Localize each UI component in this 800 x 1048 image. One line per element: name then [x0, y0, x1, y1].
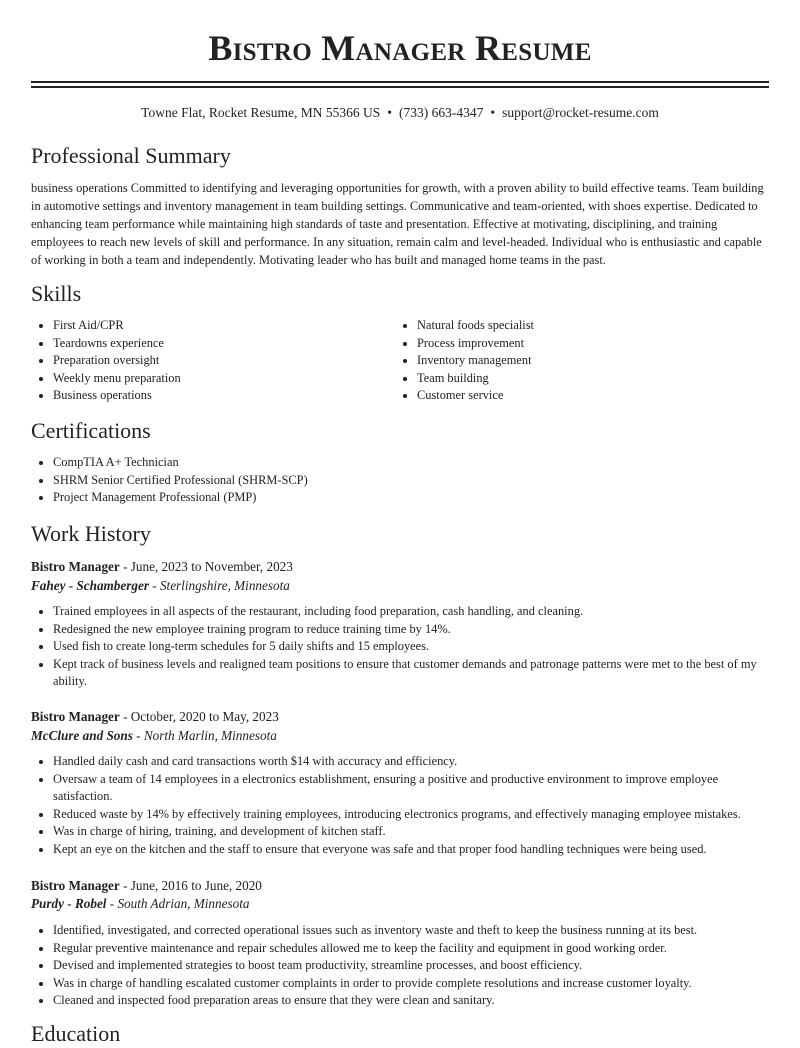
skills-heading: Skills — [31, 281, 82, 306]
job-duty: • Cleaned and inspected food preparation areas to ensure that they were clean and sanitary. — [53, 992, 769, 1010]
education-heading: Education — [31, 1021, 121, 1046]
job-duty: • Was in charge of handling escalated customer complaints in order to provide complete resolutions and increase customer loyalty. — [53, 975, 769, 993]
contact-separator: • — [490, 105, 496, 120]
skill-item: • Weekly menu preparation — [53, 370, 393, 388]
contact-separator: • — [387, 105, 392, 120]
skill-item: • Process improvement — [417, 335, 757, 353]
contact-phone: (733) 663-4347 — [398, 105, 484, 120]
job-duty: • Kept track of business levels and realigned team positions to ensure that customer demands and patronage patterns were met to the best of my ability. — [53, 656, 769, 691]
job-dates: - June, 2016 to June, 2020 — [119, 878, 262, 893]
job-dates: - June, 2023 to November, 2023 — [119, 559, 293, 574]
skills-list-left — [31, 317, 393, 405]
job-duty: • Redesigned the new employee training program to reduce training time by 14%. — [53, 621, 769, 639]
skill-item: • Teardowns experience — [53, 335, 393, 353]
job-duty: • Regular preventive maintenance and repair schedules allowed me to keep the facility and equipment in good working order. — [53, 940, 769, 958]
contact-address: Towne Flat, Rocket Resume, MN 55366 US — [141, 105, 381, 120]
job-duties-list — [31, 922, 769, 1010]
certification-item: • CompTIA A+ Technician — [53, 454, 769, 472]
job-title-line — [31, 708, 769, 726]
job-duties-list — [31, 753, 769, 859]
resume-title: Bistro Manager Resume — [208, 28, 592, 68]
job-duty: • Trained employees in all aspects of the restaurant, including food preparation, cash handling, and cleaning. — [53, 603, 769, 621]
job-duty: • Handled daily cash and card transactions worth $14 with accuracy and efficiency. — [53, 753, 769, 771]
skill-item: • Team building — [417, 370, 757, 388]
certifications-list — [31, 454, 769, 507]
work-history-heading: Work History — [31, 521, 151, 546]
skill-item: • Business operations — [53, 387, 393, 405]
job-location: - Sterlingshire, Minnesota — [148, 578, 290, 593]
job-title: Bistro Manager — [31, 709, 120, 724]
job-title: Bistro Manager — [31, 878, 120, 893]
job-duty: • Reduced waste by 14% by effectively training employees, introducing electronics programs, and effectively managing employee mistakes. — [53, 806, 769, 824]
skill-item: • Natural foods specialist — [417, 317, 757, 335]
job-location: - North Marlin, Minnesota — [132, 728, 277, 743]
job-duty: • Used fish to create long-term schedules for 5 daily shifts and 15 employees. — [53, 638, 769, 656]
job-employer: Purdy - Robel — [31, 896, 107, 911]
job-title-line — [31, 877, 769, 895]
skill-item: • Inventory management — [417, 352, 757, 370]
job-title-line — [31, 558, 769, 576]
contact-line — [31, 104, 769, 122]
job-duty: • Kept an eye on the kitchen and the staff to ensure that everyone was safe and that proper food handling techniques were being used. — [53, 841, 769, 859]
job-location: - South Adrian, Minnesota — [106, 896, 250, 911]
job-duty: • Devised and implemented strategies to boost team productivity, streamline processes, and boost efficiency. — [53, 957, 769, 975]
job-title: Bistro Manager — [31, 559, 120, 574]
summary-text: business operations Committed to identifying and leveraging opportunities for growth, with a proven ability to build effective teams. Team building in automotive settings and inventory management in team building settings. Communicative and team-oriented, with shoes expertise. Dedicated to enhancing team performance while maintaining high standards of taste and presentation. Effective at motivating, disciplining, and training employees to reach new levels of skill and performance. In any situation, remain calm and level-headed. Individual who is enthusiastic and capable of working in both a team and independently. Motivating leader who has built and managed home teams in the past. — [31, 181, 764, 267]
job-employer: McClure and Sons — [31, 728, 133, 743]
job-employer-line — [31, 727, 769, 745]
summary-heading: Professional Summary — [31, 143, 231, 168]
job-duty: • Oversaw a team of 14 employees in a electronics establishment, ensuring a positive and productive environment to improve employee satisfaction. — [53, 771, 769, 806]
skill-item: • Preparation oversight — [53, 352, 393, 370]
title-divider-bottom — [31, 86, 769, 88]
job-duty: • Identified, investigated, and corrected operational issues such as inventory waste and theft to keep the business running at its best. — [53, 922, 769, 940]
job-employer: Fahey - Schamberger — [31, 578, 149, 593]
skill-item: • First Aid/CPR — [53, 317, 393, 335]
job-dates: - October, 2020 to May, 2023 — [119, 709, 279, 724]
certification-item: • Project Management Professional (PMP) — [53, 489, 769, 507]
skills-list-right — [395, 317, 757, 405]
contact-email: support@rocket-resume.com — [502, 105, 659, 120]
certifications-heading: Certifications — [31, 418, 151, 443]
title-divider-top — [31, 81, 769, 83]
job-duty: • Was in charge of hiring, training, and development of kitchen staff. — [53, 823, 769, 841]
certification-item: • SHRM Senior Certified Professional (SHRM-SCP) — [53, 472, 769, 490]
job-employer-line — [31, 577, 769, 595]
skill-item: • Customer service — [417, 387, 757, 405]
job-employer-line — [31, 895, 769, 913]
job-duties-list — [31, 603, 769, 691]
